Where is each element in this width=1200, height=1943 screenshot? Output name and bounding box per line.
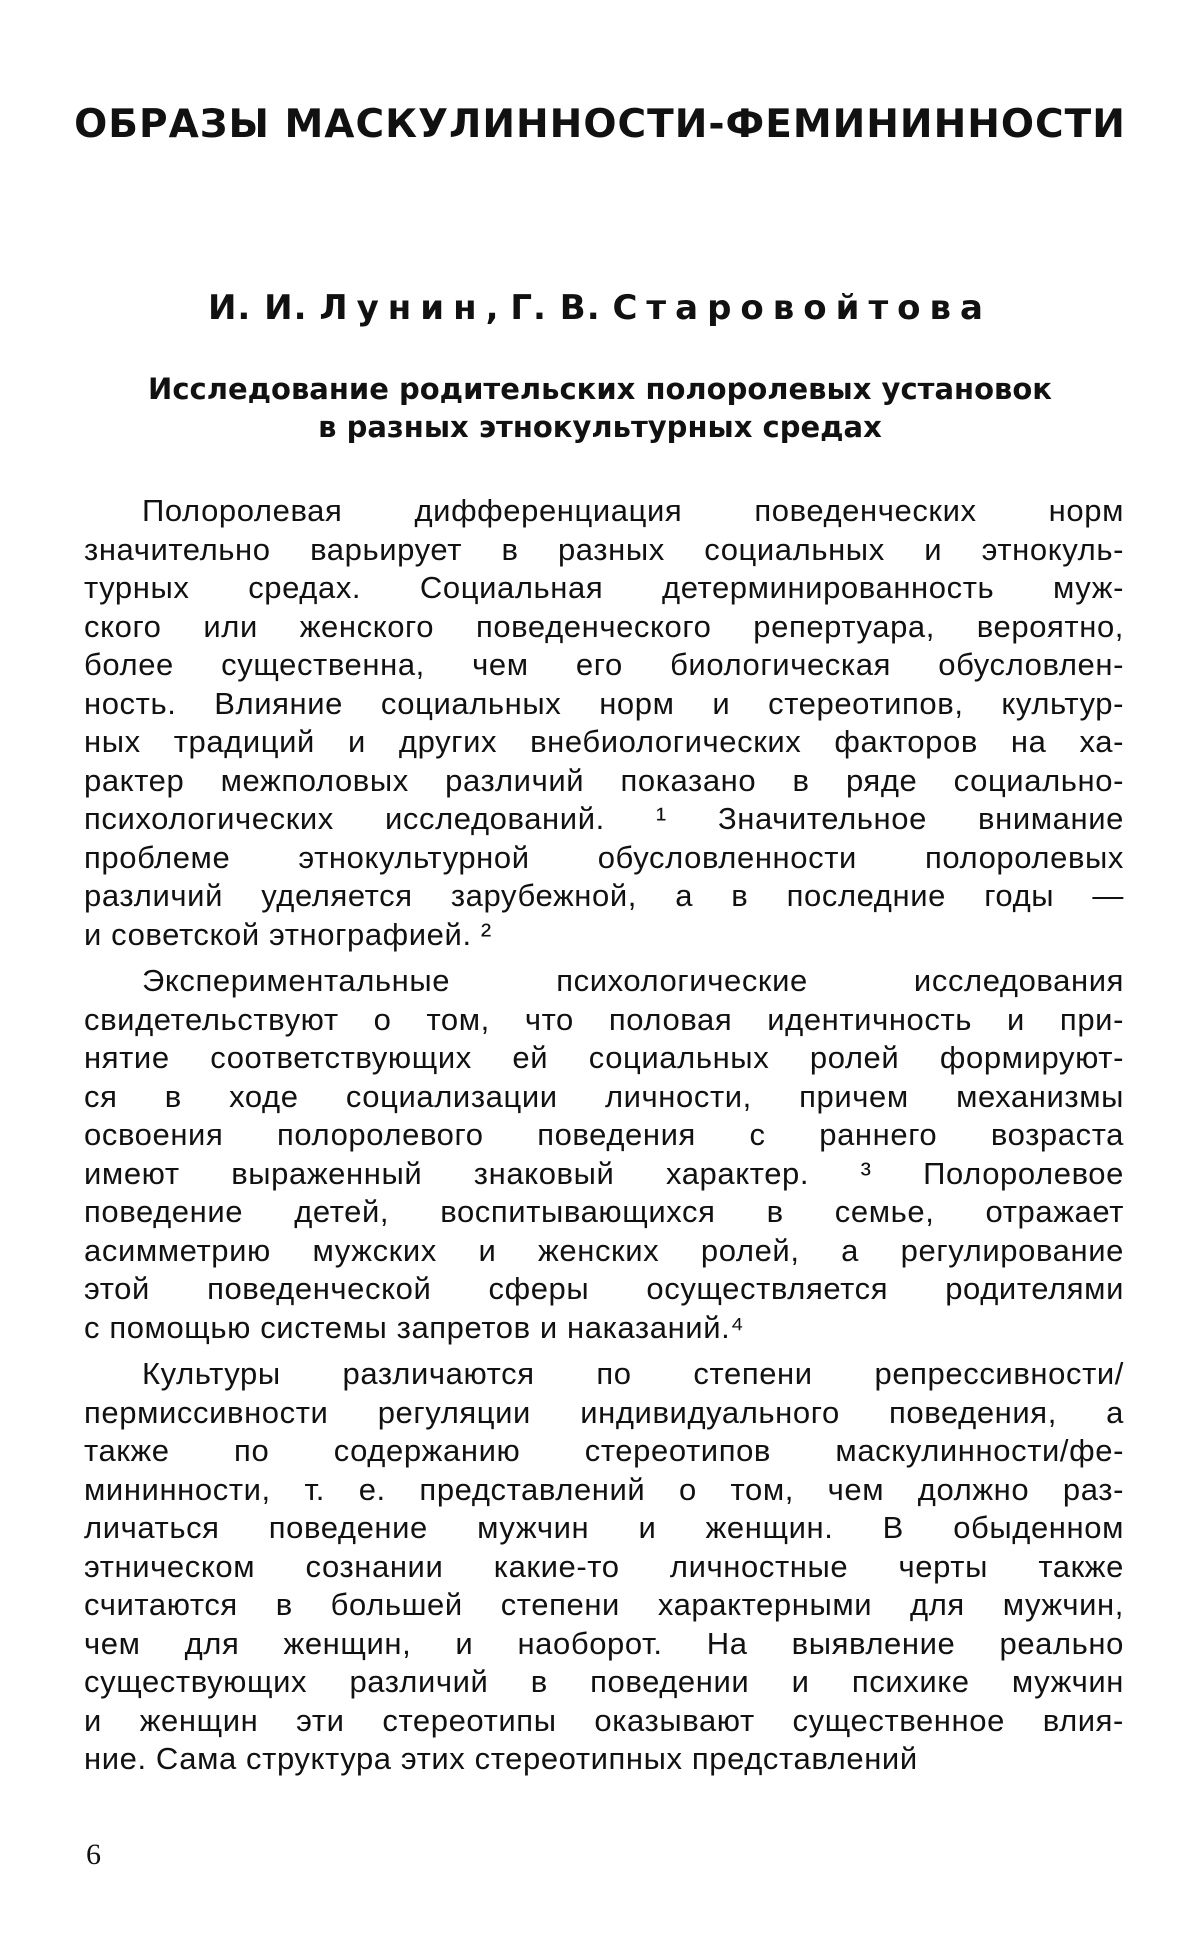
author-2-surname: Старовойтова	[612, 288, 993, 328]
paragraph	[84, 1355, 1124, 1779]
article-title-line-2: в разных этнокультурных средах	[318, 410, 882, 444]
paragraph-line: Экспериментальные психологические исследования	[142, 963, 1124, 998]
paragraph-line: значительно варьирует в разных социальных и этнокуль-	[84, 531, 1124, 567]
paragraph-line: рактер межполовых различий показано в ряде социально-	[84, 762, 1124, 798]
paragraph-line: ся в ходе социализации личности, причем механизмы	[84, 1078, 1124, 1114]
paragraph-line: также по содержанию стереотипов маскулинности/фе-	[84, 1433, 1124, 1468]
page-number: 6	[86, 1838, 101, 1871]
author-1-initials: И. И.	[207, 288, 308, 328]
paragraph	[84, 492, 1124, 954]
author-2-initials: Г. В.	[510, 288, 601, 328]
paragraph-line: Полоролевая дифференциация поведенческих норм	[142, 493, 1124, 528]
paragraph-line: и советской этнографией. ²	[84, 916, 492, 952]
article-body	[84, 492, 1124, 1779]
paragraph-line: ние. Сама структура этих стереотипных представлений	[84, 1741, 918, 1776]
paragraph-gap	[84, 1347, 1124, 1355]
paragraph-line: проблеме этнокультурной обусловленности полоролевых	[84, 839, 1124, 875]
paragraph-line: и женщин эти стереотипы оказывают существенное влия-	[84, 1702, 1124, 1738]
author-1-surname: Лунин	[319, 288, 486, 328]
paragraph-line: личаться поведение мужчин и женщин. В обыденном	[84, 1510, 1124, 1545]
paragraph-line: различий уделяется зарубежной, а в последние годы —	[84, 878, 1124, 913]
paragraph	[84, 962, 1124, 1347]
article-authors	[0, 288, 1200, 328]
paragraph-line: ных традиций и других внебиологических факторов на ха-	[84, 724, 1124, 759]
paragraph-line: имеют выраженный знаковый характер. ³ Полоролевое	[84, 1155, 1124, 1191]
paragraph-line: с помощью системы запретов и наказаний.⁴	[84, 1309, 745, 1345]
paragraph-line: пермиссивности регуляции индивидуального поведения, а	[84, 1394, 1124, 1430]
paragraph-line: асимметрию мужских и женских ролей, а регулирование	[84, 1232, 1124, 1268]
paragraph-line: ность. Влияние социальных норм и стереотипов, культур-	[84, 685, 1124, 721]
section-title: ОБРАЗЫ МАСКУЛИННОСТИ-ФЕМИНИННОСТИ	[74, 102, 1126, 147]
paragraph-line: мининности, т. е. представлений о том, чем должно раз-	[84, 1471, 1124, 1507]
paragraph-line: ского или женского поведенческого репертуара, вероятно,	[84, 608, 1124, 644]
paragraph-line: поведение детей, воспитывающихся в семье, отражает	[84, 1194, 1124, 1229]
paragraph-line: освоения полоролевого поведения с раннего возраста	[84, 1117, 1124, 1152]
article-title	[0, 370, 1200, 446]
paragraph-gap	[84, 954, 1124, 962]
paragraph-line: чем для женщин, и наоборот. На выявление реально	[84, 1625, 1124, 1661]
paragraph-line: существующих различий в поведении и психике мужчин	[84, 1664, 1124, 1699]
paragraph-line: этническом сознании какие-то личностные черты также	[84, 1548, 1124, 1584]
article-title-line-1: Исследование родительских полоролевых установок	[148, 372, 1052, 406]
paragraph-line: Культуры различаются по степени репрессивности/	[142, 1356, 1124, 1391]
author-separator: ,	[485, 288, 499, 328]
paragraph-line: этой поведенческой сферы осуществляется родителями	[84, 1271, 1124, 1306]
paragraph-line: свидетельствуют о том, что половая идентичность и при-	[84, 1001, 1124, 1037]
paragraph-line: более существенна, чем его биологическая обусловлен-	[84, 647, 1124, 682]
paragraph-line: нятие соответствующих ей социальных ролей формируют-	[84, 1040, 1124, 1075]
paragraph-line: считаются в большей степени характерными для мужчин,	[84, 1587, 1124, 1622]
paragraph-line: турных средах. Социальная детерминированность муж-	[84, 570, 1124, 605]
paragraph-line: психологических исследований. ¹ Значительное внимание	[84, 801, 1124, 836]
